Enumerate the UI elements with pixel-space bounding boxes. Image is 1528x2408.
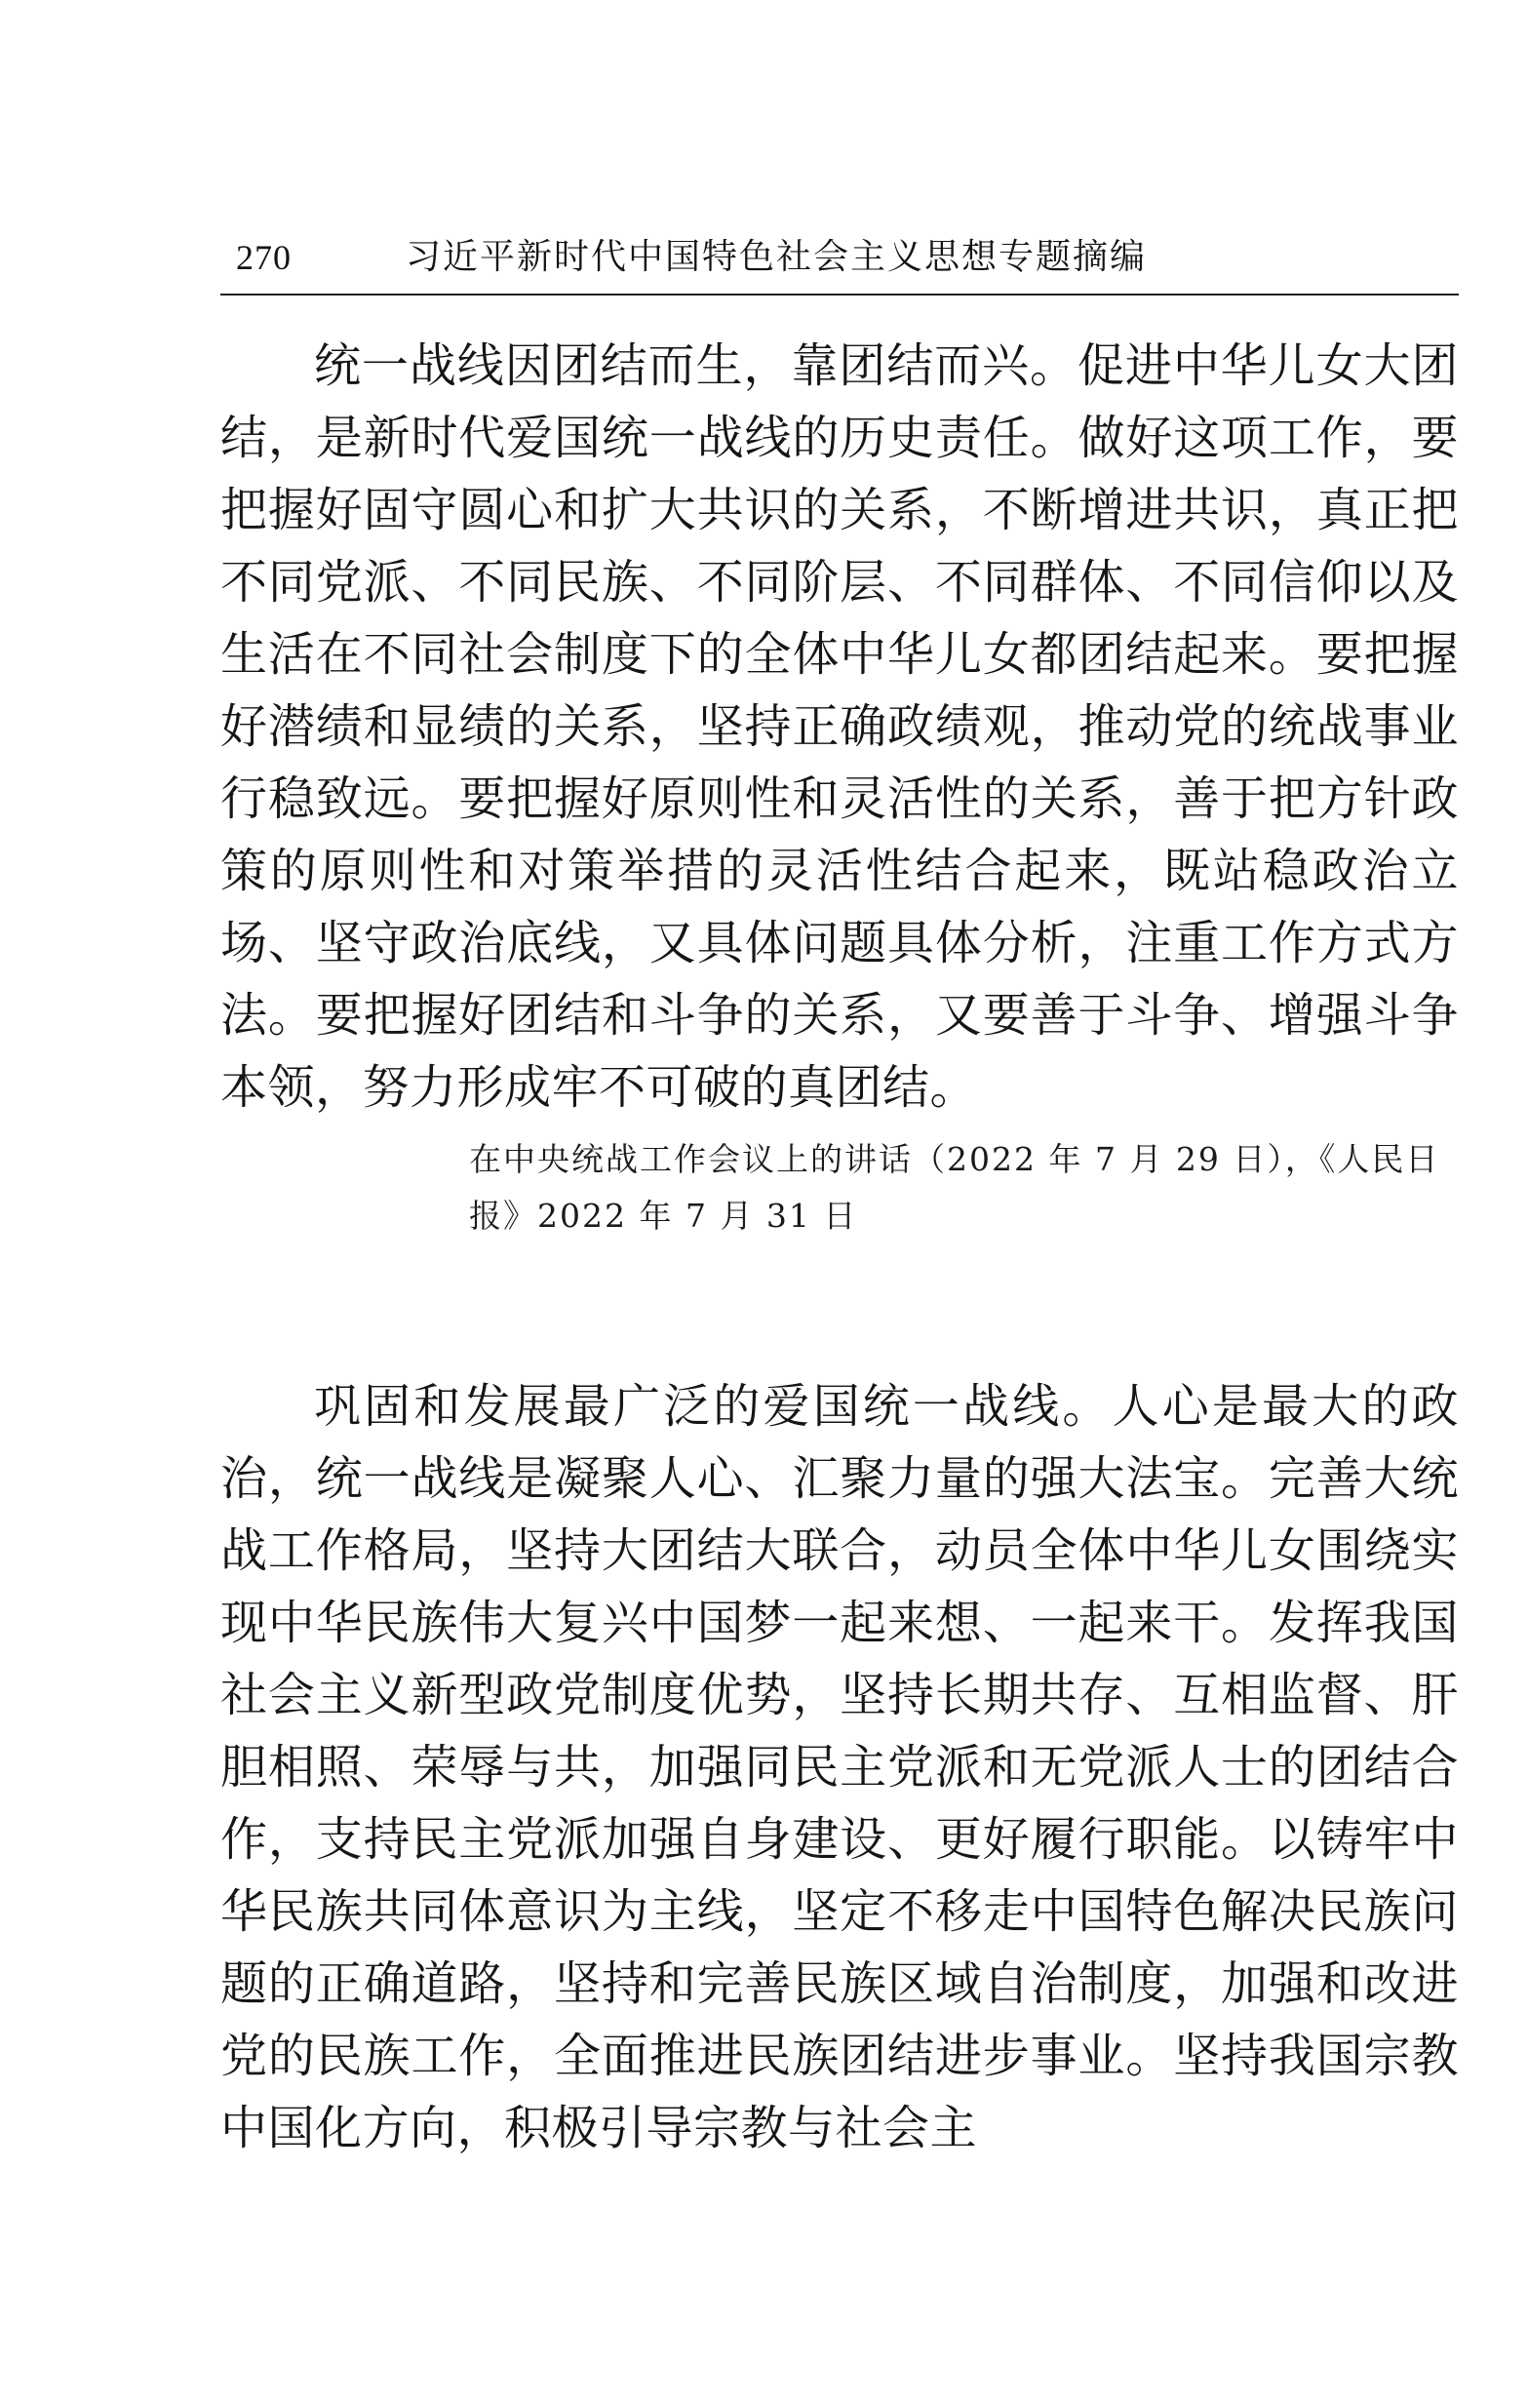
excerpt-1-text: 统一战线因团结而生，靠团结而兴。促进中华儿女大团结，是新时代爱国统一战线的历史责任。做好这项工作，要把握好固守圆心和扩大共识的关系，不断增进共识，真正把不同党派、不同民族、不同阶层、不同群体、不同信仰以及生活在不同社会制度下的全体中华儿女都团结起来。要把握好潜绩和显绩的关系，坚持正确政绩观，推动党的统战事业行稳致远。要把握好原则性和灵活性的关系，善于把方针政策的原则性和对策举措的灵活性结合起来，既站稳政治立场、坚守政治底线，又具体问题具体分析，注重工作方式方法。要把握好团结和斗争的关系，又要善于斗争、增强斗争本领，努力形成牢不可破的真团结。	[220, 338, 1459, 1115]
running-title: 习近平新时代中国特色社会主义思想专题摘编	[406, 237, 1148, 277]
header-rule	[220, 294, 1459, 296]
excerpt-2-text: 巩固和发展最广泛的爱国统一战线。人心是最大的政治，统一战线是凝聚人心、汇聚力量的强大法宝。完善大统战工作格局，坚持大团结大联合，动员全体中华儿女围绕实现中华民族伟大复兴中国梦一起来想、一起来干。发挥我国社会主义新型政党制度优势，坚持长期共存、互相监督、肝胆相照、荣辱与共，加强同民主党派和无党派人士的团结合作，支持民主党派加强自身建设、更好履行职能。以铸牢中华民族共同体意识为主线，坚定不移走中国特色解决民族问题的正确道路，坚持和完善民族区域自治制度，加强和改进党的民族工作，全面推进民族团结进步事业。坚持我国宗教中国化方向，积极引导宗教与社会主	[220, 1379, 1459, 2155]
excerpt-2	[220, 1370, 1459, 2164]
page-header	[220, 230, 1459, 289]
excerpt-1-source: 在中央统战工作会议上的讲话（2022 年 7 月 29 日），《人民日报》2022 年 7 月 31 日	[469, 1140, 1440, 1235]
page-number: 270	[236, 238, 292, 277]
excerpt-1	[220, 330, 1459, 1244]
